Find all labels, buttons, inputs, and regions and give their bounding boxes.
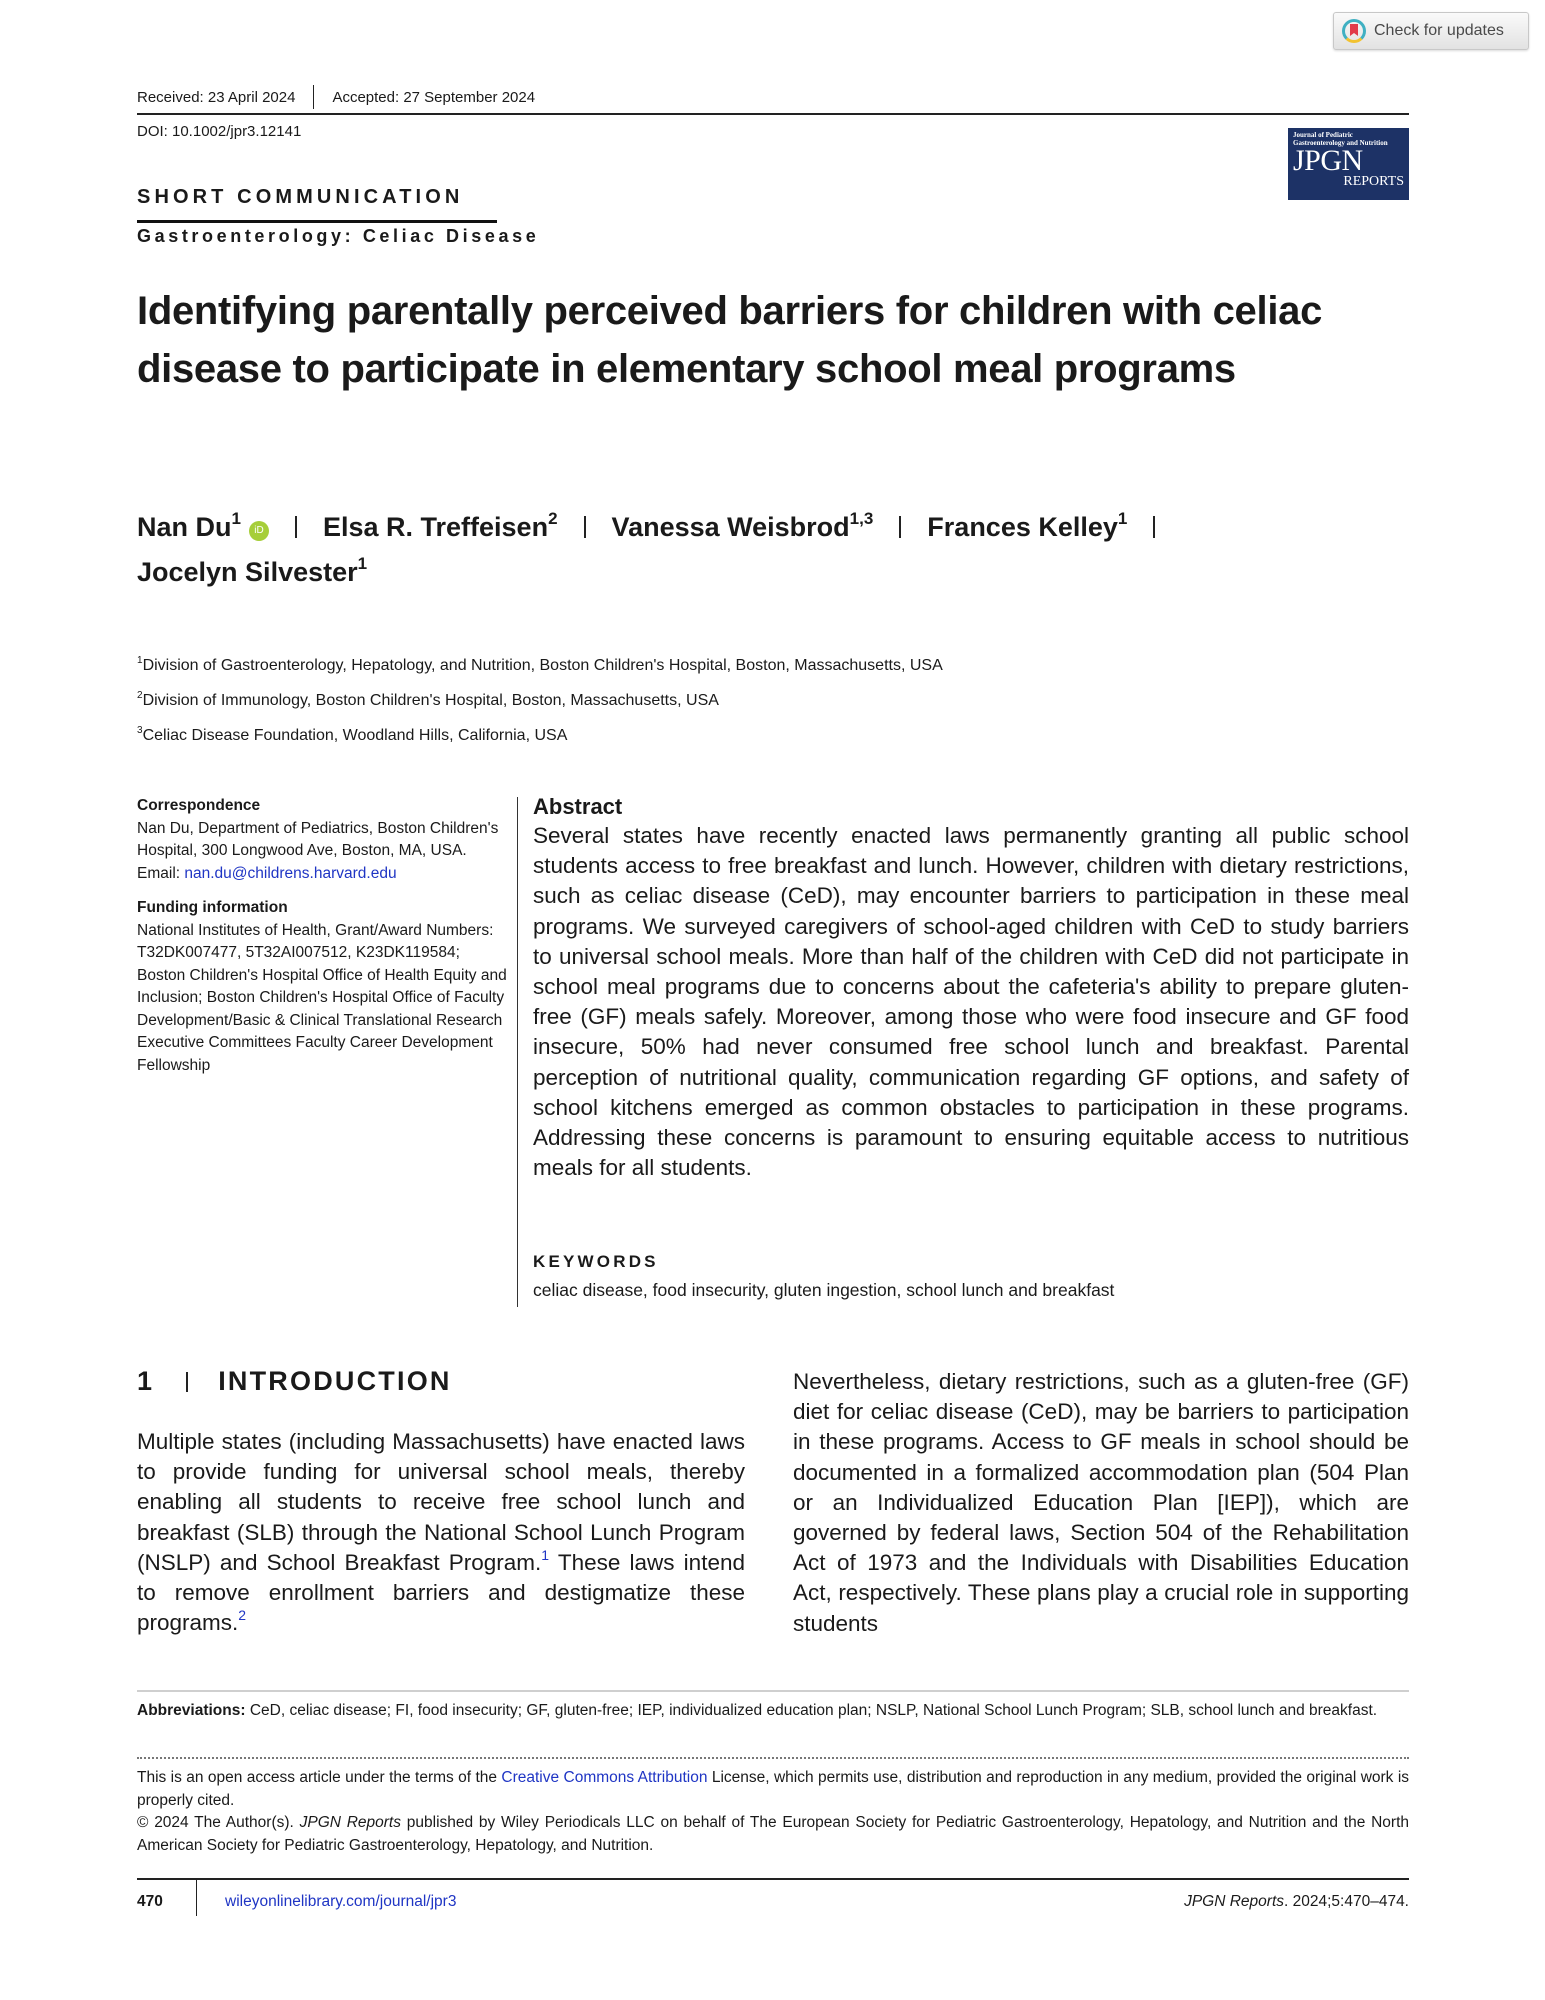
section-title: INTRODUCTION	[218, 1366, 452, 1396]
author[interactable]: Jocelyn Silvester$^1$	[137, 554, 368, 587]
section-number: 1	[137, 1366, 155, 1396]
abstract	[533, 793, 1409, 1183]
section-separator	[186, 1372, 188, 1392]
article-title: Identifying parentally perceived barriers for children with celiac disease to participate in elementary school meal programs	[137, 289, 1323, 391]
logo-jpgn: JPGN	[1293, 144, 1363, 177]
footer-divider	[196, 1880, 197, 1916]
affiliation: $^2$Division of Immunology, Boston Children's Hospital, Boston, Massachusetts, USA	[137, 690, 719, 709]
citation: JPGN Reports. 2024;5:470–474.	[1184, 1893, 1409, 1910]
section-heading	[137, 1366, 452, 1397]
author[interactable]: Frances Kelley$^1$	[927, 509, 1128, 542]
intro-column-1: Multiple states (including Massachusetts) have enacted laws to provide funding for universal school meals, thereby enabling all students to receive free school lunch and breakfast (SLB) through the National School Lunch Program (NSLP) and School Breakfast Program.$^1$ These laws intend to remove enrollment barriers and destigmatize these programs.$^2$	[137, 1429, 745, 1636]
footer-rule	[137, 1878, 1409, 1880]
article-type: SHORT COMMUNICATION	[137, 186, 464, 208]
journal-logo	[1288, 128, 1409, 200]
column-divider	[517, 797, 518, 1307]
affiliation: $^1$Division of Gastroenterology, Hepatology, and Nutrition, Boston Children's Hospital, Boston, Massachusetts, USA	[137, 655, 943, 674]
correspondence-text: Nan Du, Department of Pediatrics, Boston Children's Hospital, 300 Longwood Ave, Boston, MA, USA.	[137, 819, 499, 859]
logo-journal-name: Journal of Pediatric Gastroenterology and Nutrition	[1293, 131, 1388, 147]
abbreviations: Abbreviations: CeD, celiac disease; FI, food insecurity; GF, gluten-free; IEP, individualized education plan; NSLP, National School Lunch Program; SLB, school lunch and breakfast.	[137, 1702, 1378, 1719]
check-for-updates-label: Check for updates	[1374, 22, 1504, 39]
doi: DOI: 10.1002/jpr3.12141	[137, 123, 302, 140]
received-date: Received: 23 April 2024	[137, 88, 296, 106]
crossmark-icon	[1342, 19, 1366, 43]
author-list	[137, 505, 1417, 595]
header-rule	[137, 113, 1409, 115]
correspondence-title: Correspondence	[137, 797, 261, 814]
author[interactable]: Elsa R. Treffeisen$^2$	[322, 509, 558, 542]
divider	[313, 85, 314, 109]
intro-column-2: Nevertheless, dietary restrictions, such as a gluten-free (GF) diet for celiac disease (CeD), may be barriers to participation in these programs. Access to GF meals in school should be documented in a formalized accommodation plan (504 Plan or an Individualized Education Plan [IEP]), which are governed by federal laws, Section 504 of the Rehabilitation Act of 1973 and the Individuals with Disabilities Education Act, respectively. These plans play a crucial role in supporting students	[793, 1369, 1409, 1636]
reference-link[interactable]: 1	[541, 1546, 550, 1563]
abstract-title: Abstract	[533, 794, 623, 819]
dates-row	[137, 85, 535, 109]
email-link[interactable]: nan.du@childrens.harvard.edu	[184, 864, 397, 882]
author-separator	[899, 516, 901, 538]
author[interactable]: Vanessa Weisbrod$^{1,3}$	[611, 509, 874, 542]
check-for-updates-button[interactable]	[1333, 12, 1529, 50]
article-type-rule	[137, 220, 497, 223]
page-number: 470	[137, 1893, 163, 1910]
affiliation: $^3$Celiac Disease Foundation, Woodland Hills, California, USA	[137, 725, 568, 744]
article-category: Gastroenterology: Celiac Disease	[137, 226, 540, 246]
journal-site-link[interactable]: wileyonlinelibrary.com/journal/jpr3	[225, 1893, 457, 1910]
logo-reports: REPORTS	[1343, 174, 1404, 189]
sidebar	[137, 795, 509, 1077]
author-separator	[1153, 516, 1155, 538]
funding-title: Funding information	[137, 899, 288, 916]
cc-license-link[interactable]: Creative Commons Attribution	[501, 1769, 708, 1786]
author-separator	[295, 516, 297, 538]
orcid-icon[interactable]: iD	[249, 521, 269, 541]
author[interactable]: Nan Du$^1$	[137, 509, 241, 542]
dotted-rule	[137, 1757, 1409, 1759]
funding-text: National Institutes of Health, Grant/Award Numbers: T32DK007477, 5T32AI007512, K23DK119584; Boston Children's Hospital Office of Health Equity and Inclusion; Boston Children's Hospital Office of Faculty Development/Basic & Clinical Translational Research Executive Committees Faculty Career Development Fellowship	[137, 921, 507, 1074]
affiliations	[137, 648, 943, 753]
abstract-text: Several states have recently enacted laws permanently granting all public school students access to free breakfast and lunch. However, children with dietary restrictions, such as celiac disease (CeD), may encounter barriers to participation in these meal programs. We surveyed caregivers of school-aged children with CeD to study barriers to universal school meals. More than half of the children with CeD did not participate in school meal programs due to concerns about the cafeteria's ability to prepare gluten-free (GF) meals safely. Moreover, among those who were food insecure and GF food insecure, 50% had never consumed free school lunch and breakfast. Parental perception of nutritional quality, communication regarding GF options, and safety of school kitchens emerged as common obstacles to participation in these programs. Addressing these concerns is paramount to ensuring equitable access to nutritious meals for all students.	[533, 823, 1409, 1181]
copyright: © 2024 The Author(s). JPGN Reports published by Wiley Periodicals LLC on behalf of The European Society for Pediatric Gastroenterology, Hepatology, and Nutrition and the North American Society for Pediatric Gastroenterology, Hepatology, and Nutrition.	[137, 1814, 1410, 1854]
license-note: This is an open access article under the terms of the Creative Commons Attribution License, which permits use, distribution and reproduction in any medium, provided the original work is properly cited. © 2024 The Author(s). JPGN Reports published by Wiley Periodicals LLC on behalf of The European Society for Pediatric Gastroenterology, Hepatology, and Nutrition and the North American Society for Pediatric Gastroenterology, Hepatology, and Nutrition.	[137, 1767, 1409, 1857]
keywords-text: celiac disease, food insecurity, gluten ingestion, school lunch and breakfast	[533, 1280, 1115, 1300]
author-separator	[584, 516, 586, 538]
reference-link[interactable]: 2	[238, 1607, 247, 1624]
email-line: Email: nan.du@childrens.harvard.edu	[137, 864, 397, 882]
abbreviations-rule	[137, 1690, 1409, 1692]
keywords-title: KEYWORDS	[533, 1252, 659, 1271]
accepted-date: Accepted: 27 September 2024	[332, 88, 536, 106]
